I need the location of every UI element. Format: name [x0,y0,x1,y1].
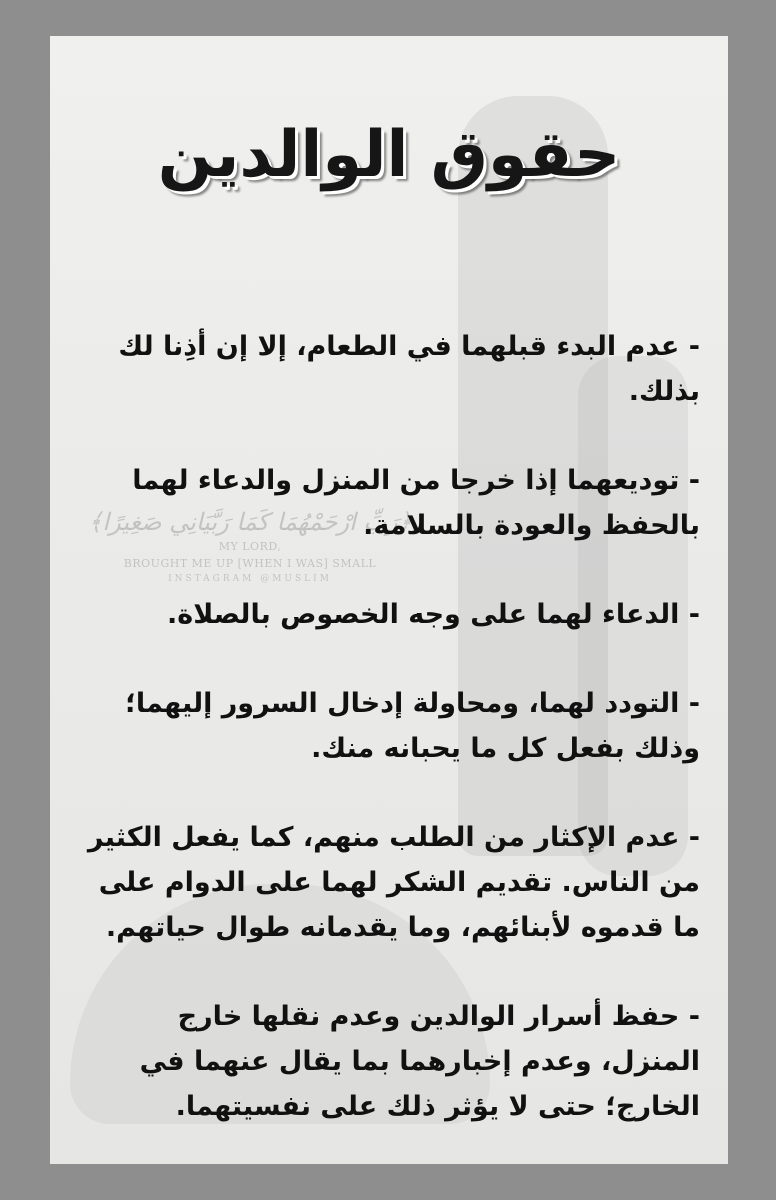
content-card [50,36,728,1164]
list-item: - حفظ أسرار الوالدين وعدم نقلها خارج المنزل، وعدم إخبارهما بما يقال عنهما في الخارج؛ حتى لا يؤثر ذلك على نفسيتهما. [139,1001,700,1122]
page-title: حقوق الوالدين [157,118,621,192]
watermark-english-line2: BROUGHT ME UP [WHEN I WAS] SMALL [123,557,377,570]
watermark-arabic: ﴿رَبِّ ارْحَمْهُمَا كَمَا رَبَّيَانِي صَغِيرًا﴾ [88,508,412,536]
list-item: - الدعاء لهما على وجه الخصوص بالصلاة. [167,599,700,630]
watermark-handle: INSTAGRAM @MUSLIM [168,574,332,584]
watermark-english-line1: MY LORD, [218,540,282,553]
list-item: - عدم الإكثار من الطلب منهم، كما يفعل الكثير من الناس. تقديم الشكر لهما على الدوام على ما قدموه لأبنائهم، وما يقدمانه طوال حياتهم. [87,822,700,943]
list-item: - عدم البدء قبلهما في الطعام، إلا إن أذِنا لك بذلك. [118,331,700,407]
list-item: - توديعهما إذا خرجا من المنزل والدعاء لهما بالحفظ والعودة بالسلامة. [132,465,700,541]
list-item: - التودد لهما، ومحاولة إدخال السرور إليهما؛ وذلك بفعل كل ما يحبانه منك. [125,688,700,764]
rights-list [84,324,700,1164]
